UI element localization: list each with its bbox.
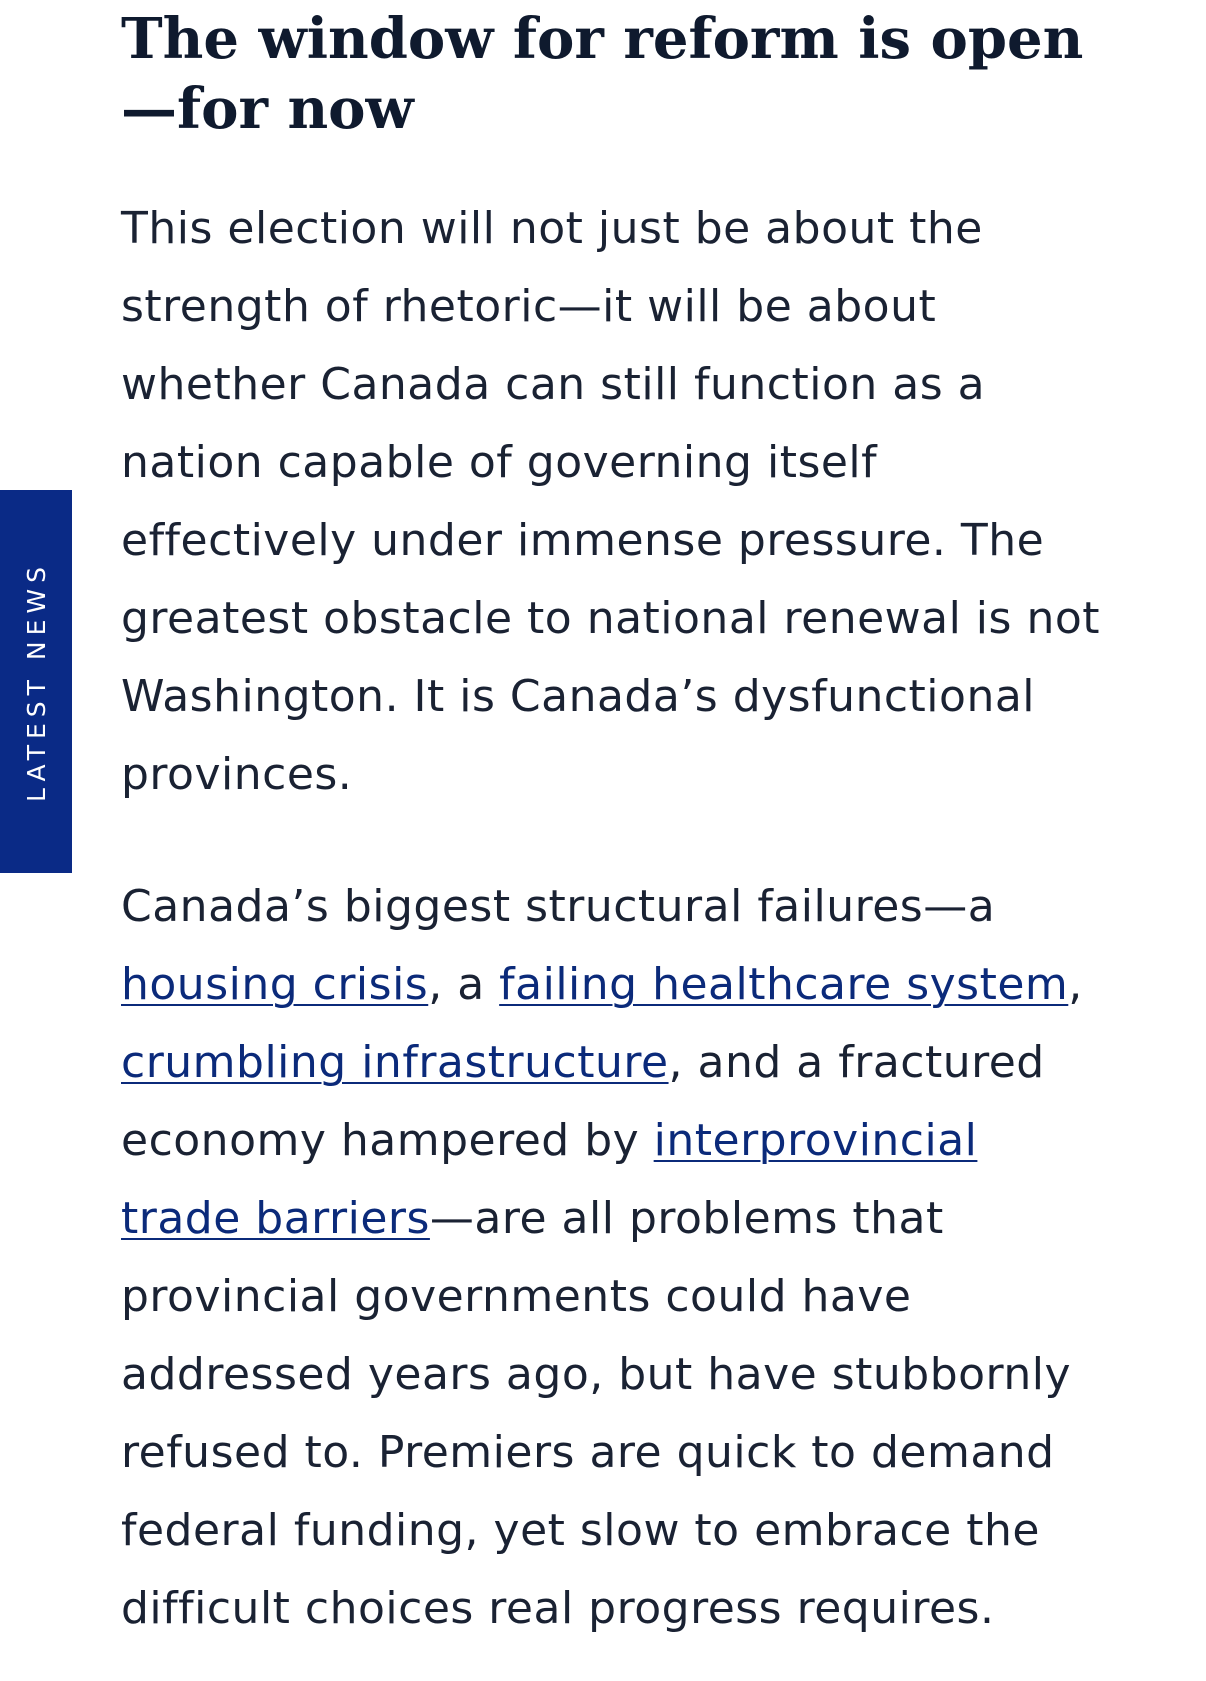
link-interprovincial-trade-barriers[interactable]: interprovincial trade barriers: [121, 1115, 978, 1244]
link-failing-healthcare-system[interactable]: failing healthcare system: [499, 959, 1069, 1010]
latest-news-label: LATEST NEWS: [21, 561, 51, 802]
article-paragraph-1: [121, 190, 1101, 814]
paragraph-text: Canada’s biggest structural failures—a: [121, 881, 996, 932]
paragraph-text: This election will not just be about the strength of rhetoric—it will be about whether Canada can still function as a nation capable of governing itself effectively under immense pressure. The greatest obstacle to national renewal is not Washington. It is Canada’s dysfunctional provinces.: [121, 203, 1100, 800]
link-housing-crisis[interactable]: housing crisis: [121, 959, 429, 1010]
latest-news-tab[interactable]: [0, 490, 72, 873]
link-crumbling-infrastructure[interactable]: crumbling infrastructure: [121, 1037, 669, 1088]
paragraph-text: , a: [428, 959, 500, 1010]
paragraph-text: —are all problems that provincial governments could have addressed years ago, but have stubbornly refused to. Premiers are quick to demand federal funding, yet slow to embrace the difficult choices real progress requires.: [121, 1193, 1072, 1634]
section-heading: The window for reform is open—for now: [121, 6, 1084, 142]
article-paragraph-2: [121, 868, 1101, 1648]
paragraph-text: , and a fractured economy hampered by: [121, 1037, 1045, 1166]
article-body: [121, 0, 1101, 1634]
paragraph-text: ,: [1068, 959, 1083, 1010]
